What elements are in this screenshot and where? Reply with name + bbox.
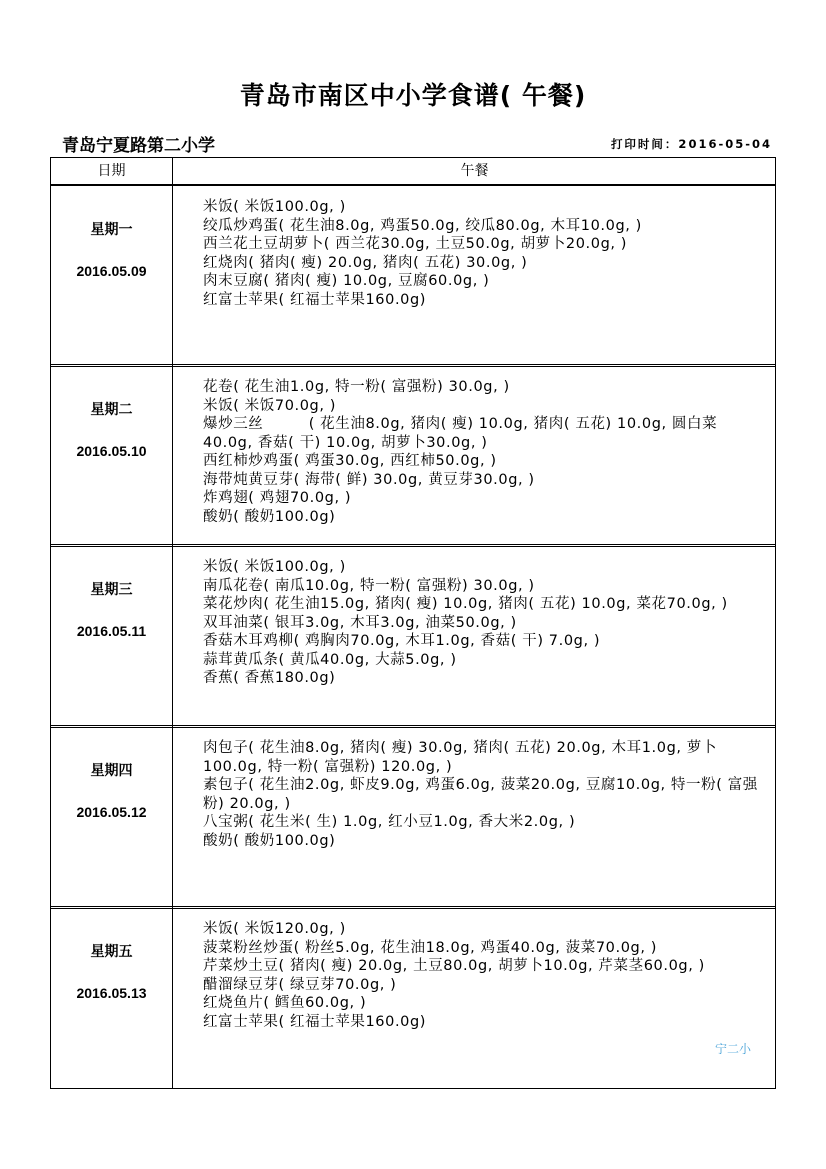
- menu-item: 米饭( 米饭100.0g, ): [203, 199, 346, 215]
- menu-item: 香菇木耳鸡柳( 鸡胸肉70.0g, 木耳1.0g, 香菇( 干) 7.0g, ): [203, 633, 601, 649]
- weekday-label: 星期四: [90, 763, 133, 779]
- table-header: [50, 157, 776, 186]
- menu-item: 爆炒三丝 ( 花生油8.0g, 猪肉( 瘦) 10.0g, 猪肉( 五花) 10.0g, 圆白菜40.0g, 香菇( 干) 10.0g, 胡萝卜30.0g, ): [203, 416, 718, 451]
- menu-item: 香蕉( 香蕉180.0g): [203, 670, 336, 686]
- date-cell: [51, 185, 172, 366]
- menu-list: [203, 739, 763, 850]
- menu-item: 西兰花土豆胡萝卜( 西兰花30.0g, 土豆50.0g, 胡萝卜20.0g, ): [203, 236, 628, 252]
- menu-item: 红富士苹果( 红福士苹果160.0g): [203, 291, 427, 308]
- menu-item: 西红柿炒鸡蛋( 鸡蛋30.0g, 西红柿50.0g, ): [203, 453, 497, 469]
- menu-item: 红富士苹果( 红福士苹果160.0g): [203, 1013, 427, 1030]
- school-stamp: 宁二小: [715, 1042, 752, 1056]
- menu-item: 酸奶( 酸奶100.0g): [203, 508, 336, 525]
- menu-item: 八宝粥( 花生米( 生) 1.0g, 红小豆1.0g, 香大米2.0g, ): [203, 814, 576, 830]
- menu-item: 蒜茸黄瓜条( 黄瓜40.0g, 大蒜5.0g, ): [203, 651, 457, 668]
- menu-item: 绞瓜炒鸡蛋( 花生油8.0g, 鸡蛋50.0g, 绞瓜80.0g, 木耳10.0g, ): [203, 217, 642, 234]
- menu-item: 肉末豆腐( 猪肉( 瘦) 10.0g, 豆腐60.0g, ): [203, 273, 490, 289]
- school-name: 青岛宁夏路第二小学: [62, 136, 215, 156]
- date-label: 2016.05.13: [76, 985, 147, 1001]
- menu-item: 炸鸡翅( 鸡翅70.0g, ): [203, 490, 352, 506]
- date-label: 2016.05.11: [76, 623, 147, 639]
- date-cell: [51, 365, 172, 546]
- menu-item: 米饭( 米饭100.0g, ): [203, 559, 346, 575]
- header-lunch: 午餐: [172, 158, 776, 185]
- table-row: [50, 544, 776, 728]
- header-date: 日期: [97, 163, 126, 179]
- weekday-label: 星期二: [90, 402, 133, 418]
- print-time: 打印时间：2016-05-04: [610, 137, 772, 151]
- menu-item: 肉包子( 花生油8.0g, 猪肉( 瘦) 30.0g, 猪肉( 五花) 20.0g, 木耳1.0g, 萝卜100.0g, 特一粉( 富强粉) 120.0g, ): [203, 740, 718, 775]
- menu-item: 素包子( 花生油2.0g, 虾皮9.0g, 鸡蛋6.0g, 菠菜20.0g, 豆腐10.0g, 特一粉( 富强粉) 20.0g, ): [203, 777, 758, 812]
- menu-item: 南瓜花卷( 南瓜10.0g, 特一粉( 富强粉) 30.0g, ): [203, 577, 535, 594]
- lunch-cell: [172, 545, 776, 727]
- menu-list: [203, 920, 763, 1031]
- lunch-cell: [172, 726, 776, 908]
- menu-item: 海带炖黄豆芽( 海带( 鲜) 30.0g, 黄豆芽30.0g, ): [203, 471, 535, 488]
- menu-list: [203, 198, 763, 309]
- date-cell: [51, 545, 172, 727]
- menu-item: 米饭( 米饭120.0g, ): [203, 921, 346, 937]
- menu-item: 双耳油菜( 银耳3.0g, 木耳3.0g, 油菜50.0g, ): [203, 614, 517, 631]
- date-label: 2016.05.09: [76, 263, 147, 279]
- lunch-cell: [172, 185, 776, 366]
- lunch-cell: [172, 907, 776, 1088]
- date-label: 2016.05.10: [76, 443, 147, 459]
- page-title: 青岛市南区中小学食谱( 午餐): [239, 81, 587, 110]
- menu-item: 酸奶( 酸奶100.0g): [203, 832, 336, 849]
- date-label: 2016.05.12: [76, 804, 147, 820]
- menu-item: 醋溜绿豆芽( 绿豆芽70.0g, ): [203, 976, 397, 993]
- date-cell: [51, 907, 172, 1088]
- menu-item: 菠菜粉丝炒蛋( 粉丝5.0g, 花生油18.0g, 鸡蛋40.0g, 菠菜70.0g, ): [203, 939, 658, 956]
- table-row: [50, 725, 776, 909]
- menu-item: 花卷( 花生油1.0g, 特一粉( 富强粉) 30.0g, ): [203, 379, 510, 395]
- menu-item: 红烧鱼片( 鳕鱼60.0g, ): [203, 995, 367, 1011]
- weekday-label: 星期五: [90, 944, 133, 960]
- table-row: [50, 184, 776, 367]
- menu-item: 米饭( 米饭70.0g, ): [203, 397, 337, 414]
- table-row: [50, 906, 776, 1089]
- menu-list: [203, 378, 763, 526]
- table-row: [50, 364, 776, 547]
- weekday-label: 星期一: [90, 222, 133, 238]
- menu-item: 芹菜炒土豆( 猪肉( 瘦) 20.0g, 土豆80.0g, 胡萝卜10.0g, 芹菜茎60.0g, ): [203, 958, 705, 974]
- weekday-label: 星期三: [90, 582, 133, 598]
- menu-list: [203, 558, 763, 688]
- date-cell: [51, 726, 172, 908]
- menu-item: 红烧肉( 猪肉( 瘦) 20.0g, 猪肉( 五花) 30.0g, ): [203, 254, 528, 271]
- lunch-cell: [172, 365, 776, 546]
- menu-item: 菜花炒肉( 花生油15.0g, 猪肉( 瘦) 10.0g, 猪肉( 五花) 10.0g, 菜花70.0g, ): [203, 596, 728, 612]
- menu-table: [50, 157, 776, 1087]
